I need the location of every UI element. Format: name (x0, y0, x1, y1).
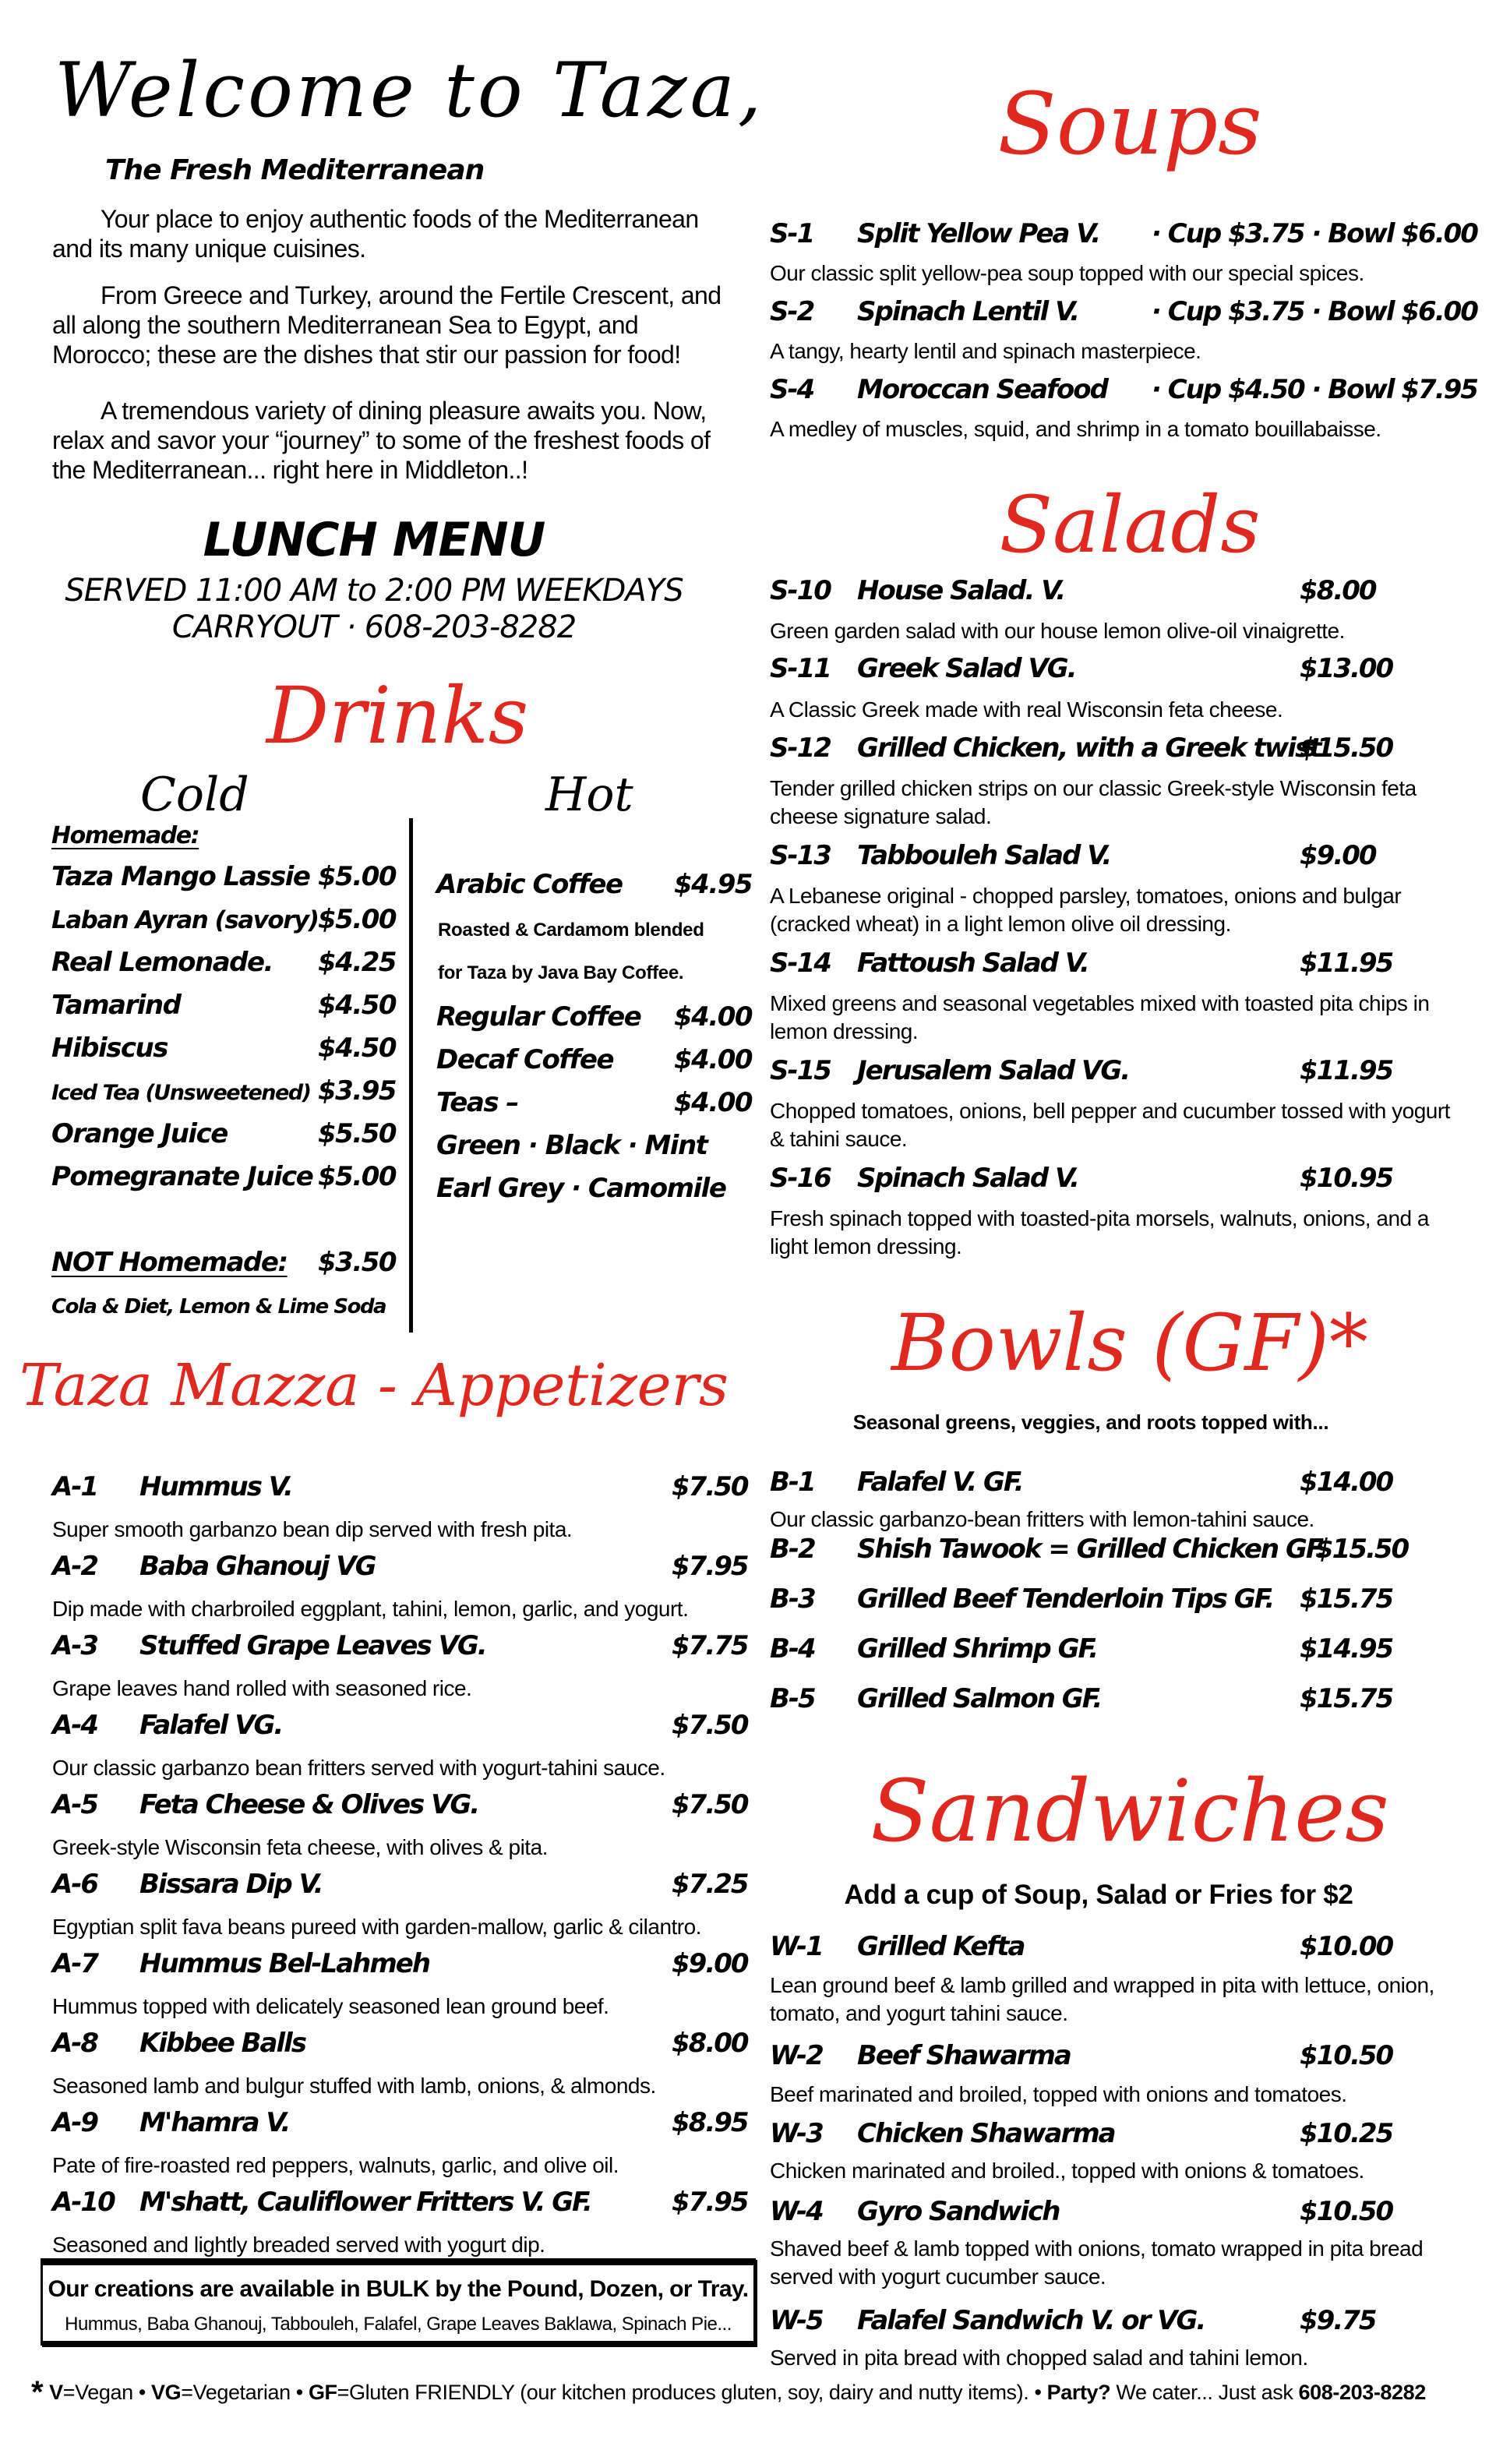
tea-types: Green · Black · Mint (436, 1130, 707, 1161)
drink-name: Taza Mango Lassie (51, 861, 310, 892)
sandwiches-subtitle: Add a cup of Soup, Salad or Fries for $2 (844, 1880, 1353, 1910)
item-description: Chicken marinated and broiled., topped with onions & tomatoes. (770, 2159, 1364, 2183)
item-name: Falafel VG. (139, 1710, 283, 1741)
salads-section-title: Salads (999, 479, 1261, 570)
bulk-title: Our creations are available in BULK by the Pound, Dozen, or Tray. (48, 2276, 749, 2302)
item-description: Pate of fire-roasted red peppers, walnuts, garlic, and olive oil. (52, 2153, 619, 2177)
drink-item (51, 1033, 397, 1064)
item-code: A-10 (52, 2187, 115, 2218)
item-name: M'hamra V. (139, 2107, 290, 2138)
item-name: Falafel Sandwich V. or VG. (857, 2305, 1205, 2336)
appetizers-section-title: Taza Mazza - Appetizers (19, 1352, 729, 1419)
drink-name: Regular Coffee (436, 1001, 641, 1033)
drink-name: Teas – (436, 1087, 518, 1118)
drink-item (51, 947, 397, 978)
item-code: W-3 (770, 2118, 823, 2149)
item-code: S-12 (770, 732, 831, 764)
item-price: · Cup $3.75 · Bowl $6.00 (1152, 218, 1477, 249)
item-description: Served in pita bread with chopped salad and tahini lemon. (770, 2346, 1308, 2370)
item-price: $11.95 (1300, 948, 1393, 979)
item-price: $11.95 (1300, 1055, 1393, 1086)
drink-price: $3.50 (318, 1247, 397, 1278)
item-code: B-5 (770, 1683, 815, 1714)
item-name: Jerusalem Salad VG. (857, 1055, 1130, 1086)
item-code: A-2 (52, 1551, 98, 1582)
item-code: S-4 (770, 374, 814, 405)
item-price: · Cup $3.75 · Bowl $6.00 (1152, 296, 1477, 327)
item-price: $15.50 (1315, 1534, 1409, 1565)
item-code: B-3 (770, 1583, 815, 1615)
item-description: Super smooth garbanzo bean dip served with fresh pita. (52, 1517, 573, 1541)
item-description: Grape leaves hand rolled with seasoned rice. (52, 1676, 472, 1700)
item-price: $13.00 (1300, 653, 1393, 684)
gluten-key: GF (308, 2381, 337, 2404)
item-price: $7.75 (672, 1630, 748, 1661)
item-name: Baba Ghanouj VG (139, 1551, 376, 1582)
lunch-hours: SERVED 11:00 AM to 2:00 PM WEEKDAYS (65, 573, 683, 609)
soups-section-title: Soups (997, 74, 1262, 174)
item-description: Our classic split yellow-pea soup topped with our special spices. (770, 261, 1364, 285)
drink-name: Pomegranate Juice (51, 1161, 313, 1192)
item-code: B-4 (770, 1633, 815, 1664)
item-code: W-1 (770, 1931, 823, 1962)
drink-price: $4.50 (318, 990, 397, 1021)
item-description: A Lebanese original - chopped parsley, tomatoes, onions and bulgar (cracked wheat) in a light lemon olive oil dressing. (770, 884, 1402, 936)
item-description: Greek-style Wisconsin feta cheese, with olives & pita. (52, 1835, 548, 1859)
item-code: B-2 (770, 1534, 815, 1565)
drink-price: $4.00 (674, 1087, 753, 1118)
lunch-menu-title: LUNCH MENU (203, 513, 545, 567)
item-description: Chopped tomatoes, onions, bell pepper and cucumber tossed with yogurt & tahini sauce. (770, 1099, 1450, 1151)
item-description: Mixed greens and seasonal vegetables mixed with toasted pita chips in lemon dressing. (770, 991, 1430, 1043)
drink-name: Arabic Coffee (436, 869, 623, 900)
drinks-column-divider (409, 818, 413, 1333)
drink-item (51, 1161, 397, 1192)
item-name: House Salad. V. (857, 575, 1065, 606)
item-price: $7.50 (672, 1471, 748, 1502)
item-price: $9.00 (672, 1948, 748, 1979)
item-code: S-2 (770, 296, 814, 327)
drink-item (436, 1044, 753, 1075)
vegetarian-text: =Vegetarian • (181, 2381, 309, 2404)
item-price: $15.75 (1300, 1583, 1393, 1615)
drink-name: Decaf Coffee (436, 1044, 614, 1075)
arabic-coffee-note: Roasted & Cardamom blended (438, 920, 704, 941)
carryout-phone: CARRYOUT · 608-203-8282 (171, 609, 577, 645)
drink-item (436, 1001, 753, 1033)
party-label: Party? (1046, 2381, 1111, 2404)
item-name: Hummus V. (139, 1471, 292, 1502)
drink-name: Hibiscus (51, 1033, 168, 1064)
not-homemade-row (51, 1247, 397, 1278)
item-name: Grilled Salmon GF. (857, 1683, 1102, 1714)
drink-price: $4.25 (318, 947, 397, 978)
item-price: $10.50 (1300, 2040, 1393, 2071)
drink-item (51, 990, 397, 1021)
arabic-coffee-note: for Taza by Java Bay Coffee. (438, 962, 684, 983)
hot-drinks-label: Hot (545, 768, 633, 822)
item-name: Beef Shawarma (857, 2040, 1071, 2071)
item-name: Bissara Dip V. (139, 1869, 323, 1900)
item-name: Grilled Shrimp GF. (857, 1633, 1098, 1664)
item-description: Our classic garbanzo bean fritters served with yogurt-tahini sauce. (52, 1756, 665, 1780)
item-price: $7.50 (672, 1710, 748, 1741)
item-name: Spinach Lentil V. (857, 296, 1079, 327)
intro-paragraph-3 (52, 396, 738, 485)
item-description: Our classic garbanzo-bean fritters with lemon-tahini sauce. (770, 1507, 1314, 1531)
item-name: M'shatt, Cauliflower Fritters V. GF. (139, 2187, 591, 2218)
bulk-items: Hummus, Baba Ghanouj, Tabbouleh, Falafel, Grape Leaves Baklawa, Spinach Pie... (65, 2314, 732, 2335)
intro-text-3: A tremendous variety of dining pleasure awaits you. Now, relax and savor your “journey” to some of the freshest foods of the Mediterranean... right here in Middleton..! (52, 397, 711, 484)
item-name: Grilled Beef Tenderloin Tips GF. (857, 1583, 1274, 1615)
item-name: Grilled Chicken, with a Greek twist (857, 732, 1321, 764)
drink-price: $5.50 (318, 1118, 397, 1149)
cold-drinks-label: Cold (140, 768, 249, 822)
item-code: A-7 (52, 1948, 98, 1979)
drink-name: Laban Ayran (savory) (51, 906, 319, 934)
item-description: Seasoned lamb and bulgur stuffed with lamb, onions, & almonds. (52, 2074, 656, 2098)
item-code: A-5 (52, 1789, 98, 1820)
item-description: Seasoned and lightly breaded served with yogurt dip. (52, 2233, 545, 2257)
drink-item (436, 869, 753, 900)
item-description: A Classic Greek made with real Wisconsin feta cheese. (770, 697, 1283, 722)
welcome-heading: Welcome to Taza, (55, 47, 765, 134)
item-description: Lean ground beef & lamb grilled and wrapped in pita with lettuce, onion, tomato, and yogurt tahini sauce. (770, 1973, 1434, 2025)
footer-legend (31, 2375, 1426, 2410)
item-price: $7.25 (672, 1869, 748, 1900)
item-price: $14.00 (1300, 1467, 1393, 1498)
item-name: Moroccan Seafood (857, 374, 1107, 405)
drink-price: $5.00 (318, 904, 397, 935)
homemade-label: Homemade: (51, 822, 199, 849)
bowls-subtitle: Seasonal greens, veggies, and roots topped with... (852, 1410, 1329, 1434)
item-code: W-4 (770, 2196, 823, 2227)
item-code: A-8 (52, 2028, 98, 2059)
item-code: S-1 (770, 218, 814, 249)
item-price: $8.00 (672, 2028, 748, 2059)
item-name: Chicken Shawarma (857, 2118, 1115, 2149)
drink-price: $5.00 (318, 1161, 397, 1192)
item-name: Grilled Kefta (857, 1931, 1025, 1962)
drink-price: $3.95 (318, 1075, 397, 1107)
party-text: We cater... Just ask (1110, 2381, 1299, 2404)
item-description: Shaved beef & lamb topped with onions, tomato wrapped in pita bread served with yogurt cucumber sauce. (770, 2236, 1424, 2289)
item-code: B-1 (770, 1467, 815, 1498)
vegan-key: V (49, 2381, 63, 2404)
intro-text-2: From Greece and Turkey, around the Fertile Crescent, and all along the southern Mediterranean Sea to Egypt, and Morocco; these are the dishes that stir our passion for food! (52, 281, 722, 369)
bulk-order-box (41, 2258, 756, 2346)
item-name: Shish Tawook = Grilled Chicken GF. (857, 1534, 1325, 1565)
item-code: S-16 (770, 1163, 831, 1194)
catering-phone: 608-203-8282 (1298, 2381, 1426, 2404)
item-code: A-9 (52, 2107, 98, 2138)
item-description: Egyptian split fava beans pureed with garden-mallow, garlic & cilantro. (52, 1915, 701, 1939)
item-description: Beef marinated and broiled, topped with onions and tomatoes. (770, 2082, 1347, 2106)
item-name: Spinach Salad V. (857, 1163, 1078, 1194)
item-price: $10.95 (1300, 1163, 1393, 1194)
drinks-section-title: Drinks (266, 670, 529, 761)
intro-paragraph-1 (52, 204, 738, 263)
vegetarian-key: VG (151, 2381, 182, 2404)
item-name: Falafel V. GF. (857, 1467, 1023, 1498)
item-code: W-2 (770, 2040, 823, 2071)
drink-name: Tamarind (51, 990, 181, 1021)
drink-price: $4.00 (674, 1001, 753, 1033)
drink-item (51, 904, 397, 935)
item-price: · Cup $4.50 · Bowl $7.95 (1152, 374, 1477, 405)
not-homemade-label: NOT Homemade: (51, 1247, 288, 1278)
item-price: $15.50 (1300, 732, 1393, 764)
drink-name: Orange Juice (51, 1118, 228, 1149)
item-code: A-6 (52, 1869, 98, 1900)
item-name: Tabbouleh Salad V. (857, 840, 1111, 871)
item-price: $7.95 (672, 1551, 748, 1582)
item-price: $7.50 (672, 1789, 748, 1820)
item-code: S-15 (770, 1055, 831, 1086)
intro-text-1: Your place to enjoy authentic foods of the Mediterranean and its many unique cuisines. (52, 205, 699, 263)
item-code: S-13 (770, 840, 831, 871)
item-price: $10.25 (1300, 2118, 1393, 2149)
item-price: $9.00 (1300, 840, 1376, 871)
item-description: Fresh spinach topped with toasted-pita morsels, walnuts, onions, and a light lemon dressing. (770, 1206, 1429, 1258)
item-price: $10.00 (1300, 1931, 1393, 1962)
drink-item (51, 861, 397, 892)
item-name: Kibbee Balls (139, 2028, 306, 2059)
item-description: Hummus topped with delicately seasoned lean ground beef. (52, 1994, 609, 2018)
item-code: A-3 (52, 1630, 98, 1661)
item-description: A medley of muscles, squid, and shrimp in a tomato bouillabaisse. (770, 417, 1381, 441)
asterisk-marker: * (31, 2375, 44, 2409)
drink-price: $4.00 (674, 1044, 753, 1075)
item-price: $10.50 (1300, 2196, 1393, 2227)
item-code: S-14 (770, 948, 831, 979)
drink-name: Iced Tea (Unsweetened) (51, 1081, 311, 1105)
drink-item (51, 1075, 397, 1107)
item-name: Fattoush Salad V. (857, 948, 1088, 979)
item-price: $8.95 (672, 2107, 748, 2138)
item-code: W-5 (770, 2305, 823, 2336)
item-price: $9.75 (1300, 2305, 1376, 2336)
drink-item (436, 1087, 753, 1118)
gluten-text: =Gluten FRIENDLY (our kitchen produces gluten, soy, dairy and nutty items). • (337, 2381, 1047, 2404)
item-price: $8.00 (1300, 575, 1376, 606)
drink-price: $5.00 (318, 861, 397, 892)
item-price: $15.75 (1300, 1683, 1393, 1714)
item-name: Hummus Bel-Lahmeh (139, 1948, 430, 1979)
tagline: The Fresh Mediterranean (105, 154, 485, 186)
drink-item (51, 1118, 397, 1149)
item-name: Stuffed Grape Leaves VG. (139, 1630, 486, 1661)
drink-price: $4.95 (674, 869, 753, 900)
item-code: S-11 (770, 653, 831, 684)
item-name: Gyro Sandwich (857, 2196, 1060, 2227)
sandwiches-section-title: Sandwiches (870, 1761, 1389, 1861)
vegan-text: =Vegan • (62, 2381, 151, 2404)
item-code: A-4 (52, 1710, 98, 1741)
item-description: Green garden salad with our house lemon olive-oil vinaigrette. (770, 619, 1345, 643)
item-price: $14.95 (1300, 1633, 1393, 1664)
bowls-section-title: Bowls (GF)* (891, 1297, 1368, 1389)
item-description: Tender grilled chicken strips on our classic Greek-style Wisconsin feta cheese signature salad. (770, 776, 1417, 828)
item-price: $7.95 (672, 2187, 748, 2218)
item-name: Greek Salad VG. (857, 653, 1076, 684)
item-code: S-10 (770, 575, 831, 606)
item-description: Dip made with charbroiled eggplant, tahini, lemon, garlic, and yogurt. (52, 1597, 689, 1621)
intro-paragraph-2 (52, 281, 738, 369)
item-name: Split Yellow Pea V. (857, 218, 1100, 249)
tea-types: Earl Grey · Camomile (436, 1173, 726, 1204)
item-code: A-1 (52, 1471, 98, 1502)
not-homemade-items: Cola & Diet, Lemon & Lime Soda (51, 1295, 386, 1318)
drink-name: Real Lemonade. (51, 947, 273, 978)
drink-price: $4.50 (318, 1033, 397, 1064)
item-name: Feta Cheese & Olives VG. (139, 1789, 479, 1820)
item-description: A tangy, hearty lentil and spinach masterpiece. (770, 339, 1201, 363)
